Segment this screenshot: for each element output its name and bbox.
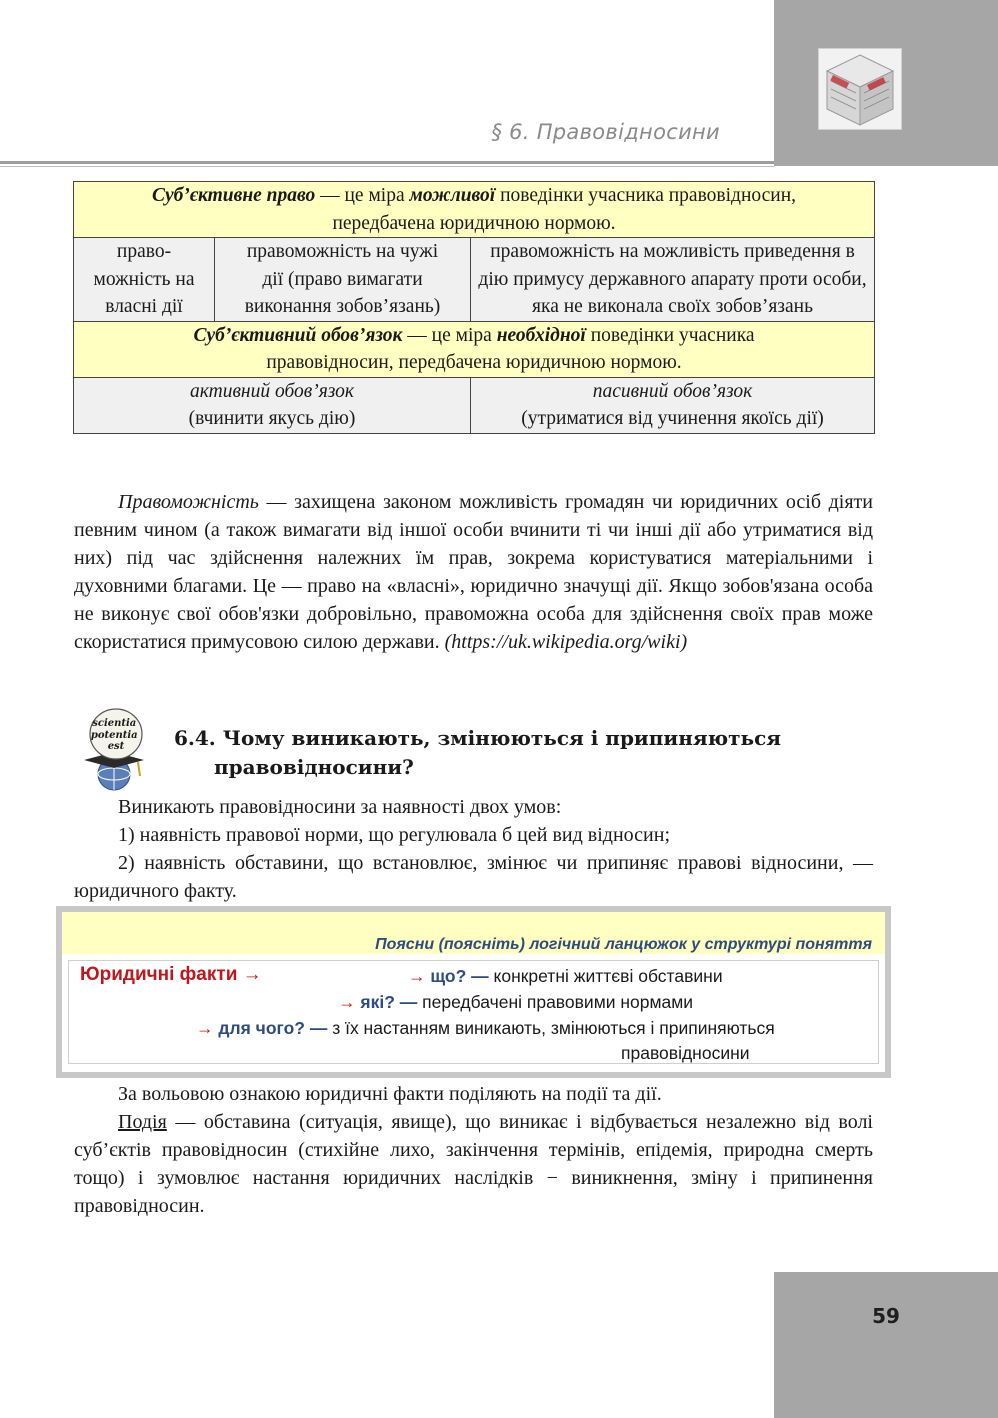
chain-row-what: → що? — конкретні життєві обставини [408,966,723,986]
right-others-actions-cell: правоможність на чужі дії (право вимагати виконання зобов’язань) [215,238,471,322]
logo-word-2: potentia [90,730,138,741]
subjective-right-definition: Суб’єктивне право — це міра можливої поведінки учасника правовідносин, передбачена юридичною нормою. [74,182,875,238]
section-title: § 6. Правовідносини [491,120,720,144]
header-divider [0,161,774,164]
conditions-intro: Виникають правовідносини за наявності двох умов: [118,796,562,818]
condition-item-2: 2) наявність обставини, що встановлює, змінює чи припиняє правові відносини, — юридичного факту. [74,852,873,902]
event-definition-paragraph: Подія — обставина (ситуація, явище), що виникає і відбувається незалежно від волі суб’єктів правовідносин (стихійне лихо, закінчення термінів, епідемія, природна смерть тощо) і зумовлює настання юридичних наслідків − виникнення, зміну і припинення правовідносин. [74,1111,873,1217]
chain-row-why-continued: правовідносини [621,1043,750,1063]
logo-word-3: est [107,741,125,752]
subjective-duty-definition: Суб’єктивний обов’язок — це міра необхідної поведінки учасника правовідносин, передбачена юридичною нормою. [74,321,875,377]
arrow-icon: → [408,966,426,986]
law-cube-image [818,48,902,130]
logo-word-1: scientia [92,718,137,729]
passive-duty-cell: пасивний обов’язок (утриматися від учинення якоїсь дії) [471,377,875,433]
fact-classification-paragraph: За вольовою ознакою юридичні факти поділяють на події та дії. [118,1083,662,1105]
chain-row-which: → які? — передбачені правовими нормами [338,992,694,1012]
arrow-icon: → [196,1018,214,1038]
active-duty-cell: активний обов’язок (вчинити якусь дію) [74,377,471,433]
right-coercion-cell: правоможність на можливість приведення в дію примусу державного апарату проти особи, яка не виконала своїх зобов’язань [471,238,875,322]
page-number: 59 [872,1304,900,1328]
scientia-potentia-est-icon [74,706,154,794]
legal-capacity-paragraph: Правоможність — захищена законом можливість громадян чи юридичних осіб діяти певним чином (а також вимагати від іншої особи вчинити ті чи інші дії або утриматися від них) під час здійснення належних їм прав, зокрема користуватися матеріальними і духовними благами. Це — право на «власні», юридично значущі дії. Якщо зобов'язана особа не виконує свої обов'язки добровільно, правоможна особа для здійснення своїх прав може скористатися примусовою силою держави. (https://uk.wikipedia.org/wiki) [74,491,873,653]
right-own-actions-cell: право-можність на власні дії [74,238,215,322]
arrow-icon: → [338,992,356,1012]
condition-item-1: 1) наявність правової норми, що регулювала б цей вид відносин; [118,824,671,846]
legal-facts-label: Юридичні факти → [80,964,262,985]
footer-band [774,1272,998,1418]
task-title: Поясни (поясніть) логічний ланцюжок у структурі поняття [375,936,872,953]
header-divider-thin [0,166,774,167]
chain-row-why: → для чого? — з їх настанням виникають, змінюються і припиняються [196,1018,775,1038]
topic-heading: 6.4. Чому виникають, змінюються і припиняються правовідносини? [174,726,782,779]
rights-duties-table [73,181,875,434]
